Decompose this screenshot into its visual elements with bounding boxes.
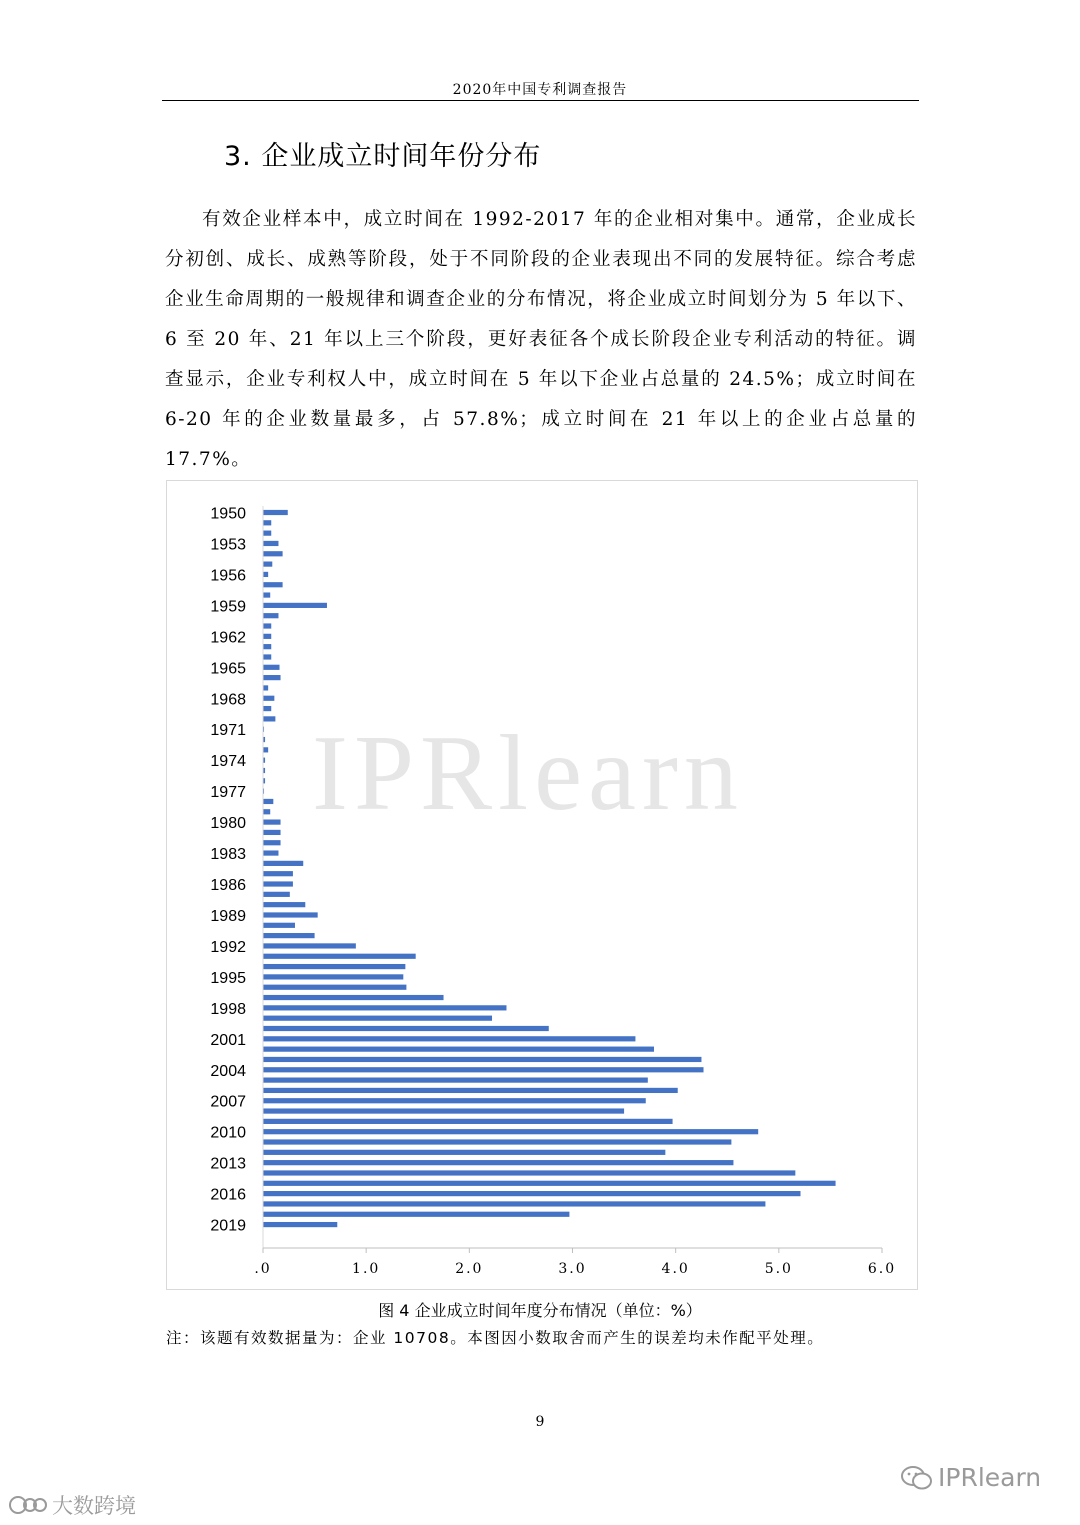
bar-1964 (263, 654, 271, 659)
bar-1950 (263, 510, 288, 515)
x-tick-label: 5.0 (764, 1261, 793, 1277)
y-tick-1953: 1953 (210, 536, 246, 554)
bar-1952 (263, 531, 271, 536)
y-tick-2013: 2013 (210, 1155, 246, 1173)
bar-2006 (263, 1088, 678, 1093)
bar-1995 (263, 974, 403, 979)
bar-1984 (263, 861, 303, 866)
bar-1998 (263, 1005, 506, 1010)
y-tick-labels (210, 506, 246, 1235)
bar-1966 (263, 675, 281, 680)
y-tick-2004: 2004 (210, 1062, 246, 1080)
y-tick-1998: 1998 (210, 1000, 246, 1018)
x-tick-label: 6.0 (867, 1261, 897, 1277)
bar-1973 (263, 747, 268, 752)
y-tick-1965: 1965 (210, 660, 246, 678)
bar-1959 (263, 603, 327, 608)
bar-1951 (263, 520, 271, 525)
bar-1994 (263, 964, 405, 969)
y-tick-1992: 1992 (210, 938, 246, 956)
bar-1996 (263, 985, 406, 990)
y-tick-1956: 1956 (210, 567, 246, 585)
bar-1989 (263, 912, 318, 917)
bar-1960 (263, 613, 278, 618)
x-tick-label: 2.0 (455, 1261, 484, 1277)
y-tick-1962: 1962 (210, 629, 246, 647)
y-tick-1968: 1968 (210, 691, 246, 709)
page-number: 9 (535, 1414, 545, 1430)
bar-1990 (263, 923, 295, 928)
figure-caption: 图 4 企业成立时间年度分布情况（单位：%） (378, 1301, 702, 1320)
x-tick-label: .0 (254, 1261, 272, 1277)
section-title: 3. 企业成立时间年份分布 (224, 141, 542, 172)
bar-1983 (263, 850, 278, 855)
bars-group (263, 510, 836, 1227)
brand-right-text: IPRlearn (938, 1463, 1042, 1492)
bar-2002 (263, 1047, 654, 1052)
bar-2009 (263, 1119, 673, 1124)
bar-2017 (263, 1201, 765, 1206)
body-paragraph: 有效企业样本中，成立时间在 1992-2017 年的企业相对集中。通常，企业成长分初创、成长、成熟等阶段，处于不同阶段的企业表现出不同的发展特征。综合考虑企业生命周期的一般规律和调查企业的分布情况，将企业成立时间划分为 5 年以下、6 至 20 年、21 年以上三个阶段，更好表征各个成长阶段企业专利活动的特征。调查显示，企业专利权人中，成立时间在 5 年以下企业占总量的 24.5%；成立时间在 6-20 年的企业数量最多，占 57.8%；成立时间在 21 年以上的企业占总量的 17.7%。 (165, 209, 917, 470)
bar-1997 (263, 995, 444, 1000)
bar-1969 (263, 706, 271, 711)
bar-1968 (263, 696, 274, 701)
bar-1988 (263, 902, 305, 907)
bar-2000 (263, 1026, 549, 1031)
bar-2004 (263, 1067, 704, 1072)
brand-watermark-right (900, 1463, 1041, 1492)
bar-1967 (263, 685, 268, 690)
wechat-icon (900, 1464, 934, 1492)
bar-1965 (263, 665, 280, 670)
bar-1958 (263, 592, 270, 597)
bar-1987 (263, 892, 290, 897)
bar-1956 (263, 572, 268, 577)
bar-2014 (263, 1170, 795, 1175)
bar-1953 (263, 541, 278, 546)
y-tick-1959: 1959 (210, 598, 246, 616)
bar-1962 (263, 634, 271, 639)
x-tick-label: 4.0 (661, 1261, 690, 1277)
bar-1970 (263, 716, 275, 721)
y-tick-2010: 2010 (210, 1124, 246, 1142)
header-rule (162, 100, 919, 101)
brand-logo-icon (8, 1493, 48, 1517)
brand-watermark-left (8, 1490, 136, 1520)
bar-2013 (263, 1160, 733, 1165)
bar-2008 (263, 1108, 624, 1113)
bar-2005 (263, 1078, 648, 1083)
chart-watermark: IPRlearn (312, 714, 744, 833)
x-tick-label: 3.0 (558, 1261, 587, 1277)
bar-1980 (263, 820, 281, 825)
bar-1993 (263, 954, 416, 959)
bar-1985 (263, 871, 293, 876)
y-tick-1995: 1995 (210, 969, 246, 987)
bar-2001 (263, 1036, 635, 1041)
bar-1961 (263, 623, 271, 628)
bar-1999 (263, 1016, 492, 1021)
bar-1963 (263, 644, 271, 649)
bar-2012 (263, 1150, 665, 1155)
x-tick-label: 1.0 (352, 1261, 381, 1277)
bar-2011 (263, 1139, 731, 1144)
bar-2016 (263, 1191, 801, 1196)
y-tick-1950: 1950 (210, 505, 246, 523)
bar-2007 (263, 1098, 646, 1103)
bar-2003 (263, 1057, 701, 1062)
figure-note: 注：该题有效数据量为：企业 10708。本图因小数取舍而产生的误差均未作配平处理。 (166, 1329, 825, 1347)
bar-1986 (263, 881, 293, 886)
bar-1992 (263, 943, 356, 948)
y-tick-2016: 2016 (210, 1186, 246, 1204)
bar-2015 (263, 1181, 836, 1186)
brand-left-text: 大数跨境 (52, 1494, 136, 1518)
bar-1978 (263, 799, 273, 804)
bar-1954 (263, 551, 283, 556)
y-tick-1986: 1986 (210, 877, 246, 895)
y-tick-2001: 2001 (210, 1031, 246, 1049)
y-tick-2019: 2019 (210, 1217, 246, 1235)
bar-chart (166, 480, 918, 1290)
bar-2019 (263, 1222, 337, 1227)
y-tick-1974: 1974 (210, 753, 246, 771)
bar-1991 (263, 933, 315, 938)
header-title: 2020年中国专利调查报告 (452, 82, 628, 98)
bar-1957 (263, 582, 283, 587)
bar-1982 (263, 840, 281, 845)
bar-1979 (263, 809, 270, 814)
bar-1981 (263, 830, 281, 835)
y-tick-1989: 1989 (210, 907, 246, 925)
y-tick-1980: 1980 (210, 815, 246, 833)
y-tick-1977: 1977 (210, 784, 246, 802)
bar-2018 (263, 1212, 569, 1217)
y-tick-1971: 1971 (210, 722, 246, 740)
bar-2010 (263, 1129, 758, 1134)
y-tick-2007: 2007 (210, 1093, 246, 1111)
y-tick-1983: 1983 (210, 846, 246, 864)
bar-1955 (263, 562, 272, 567)
